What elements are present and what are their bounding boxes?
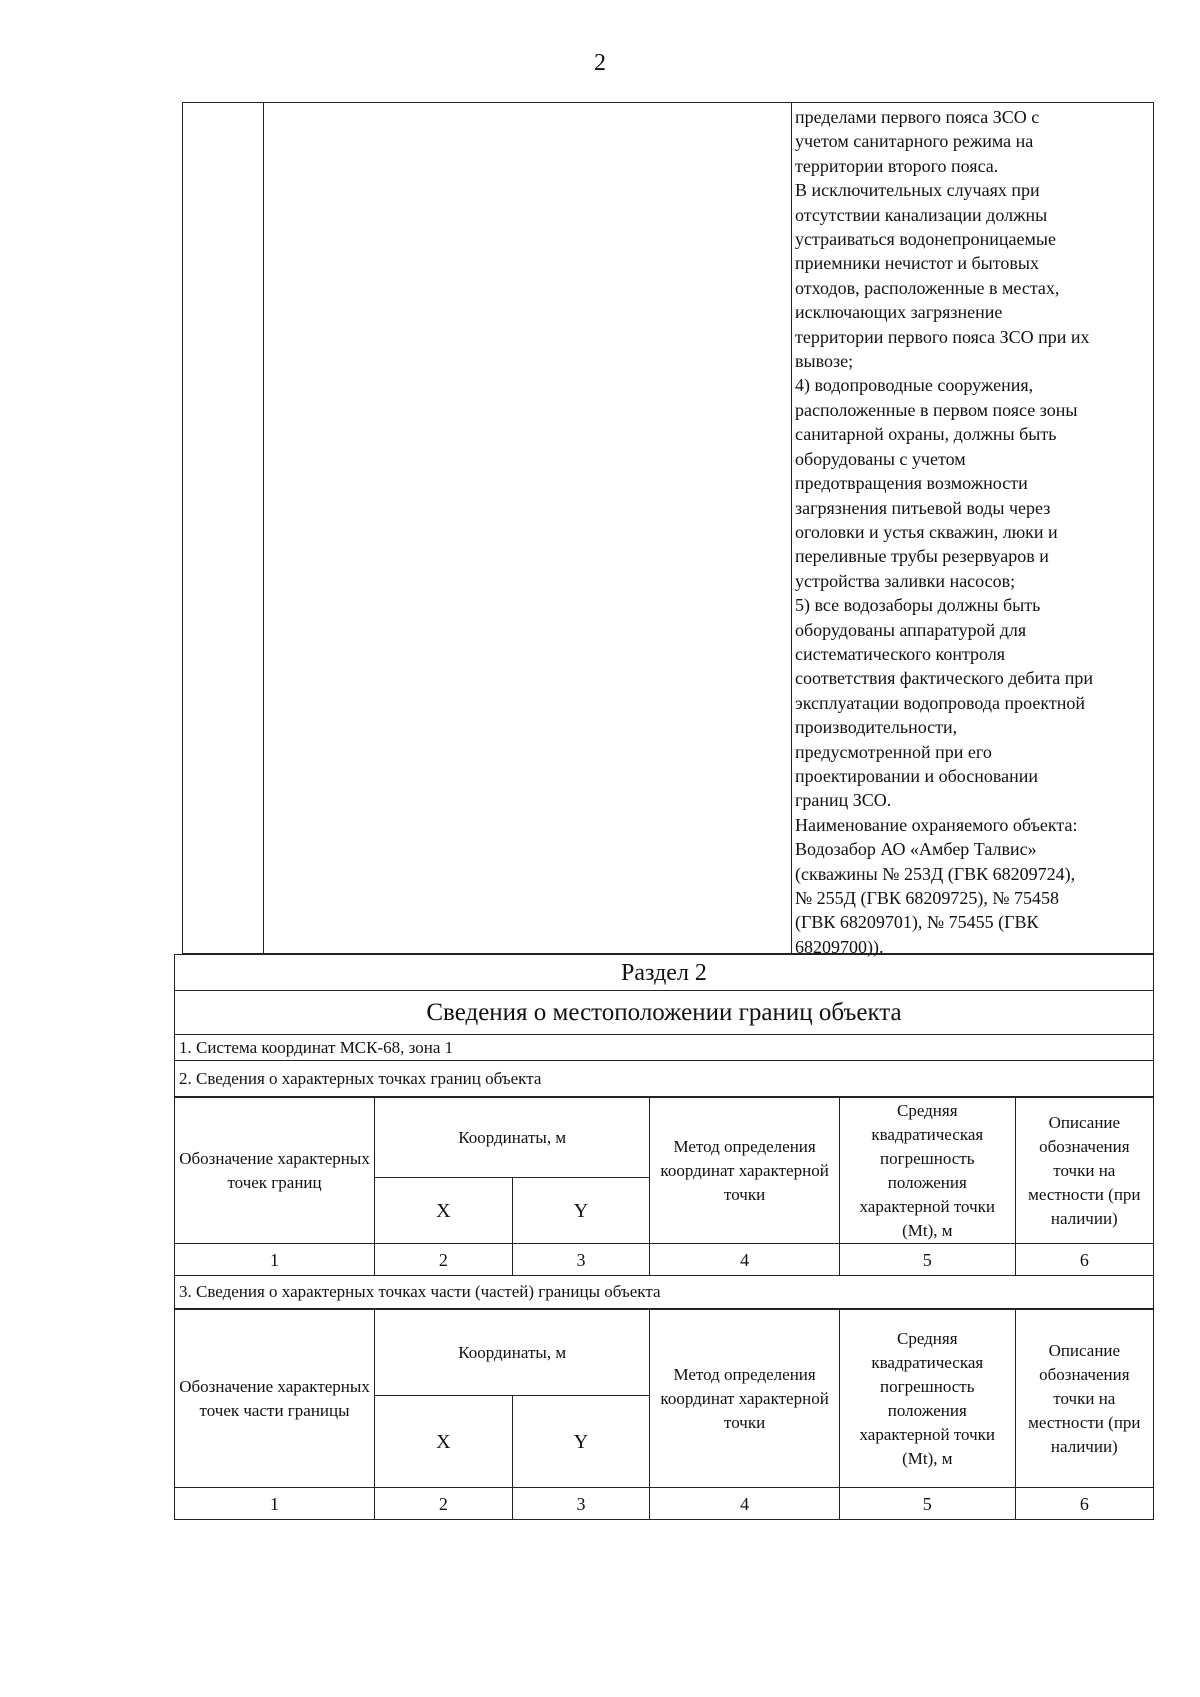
text-line: устраиваться водонепроницаемые: [795, 229, 1056, 250]
text-line: учетом санитарного режима на: [795, 131, 1034, 152]
coordinate-system-row: 1. Система координат МСК-68, зона 1: [175, 1035, 1153, 1061]
text-line: оборудованы аппаратурой для: [795, 619, 1027, 640]
column-number: 6: [1015, 1244, 1153, 1276]
text-line: В исключительных случаях при: [795, 180, 1040, 201]
text-line: 68209700)).: [795, 936, 884, 957]
error-header: Средняя квадратическая погрешность положения характерной точки (Mt), м: [839, 1310, 1015, 1488]
text-line: устройства заливки насосов;: [795, 570, 1016, 591]
column-number: 2: [375, 1488, 513, 1520]
text-line: территории второго пояса.: [795, 155, 999, 176]
part-points-table: [175, 1309, 1153, 1520]
text-line: 4) водопроводные сооружения,: [795, 375, 1034, 396]
column-number: 1: [175, 1488, 375, 1520]
description-header: Описание обозначения точки на местности (при наличии): [1015, 1098, 1153, 1244]
column-number: 4: [650, 1244, 840, 1276]
text-line: предотвращения возможности: [795, 473, 1028, 494]
text-line: предусмотренной при его: [795, 741, 992, 762]
text-line: Водозабор АО «Амбер Талвис»: [795, 839, 1037, 860]
y-header: Y: [512, 1178, 650, 1244]
x-header: X: [375, 1396, 513, 1488]
continuation-table: [182, 102, 1154, 957]
text-line: приемники нечистот и бытовых: [795, 253, 1040, 274]
text-line: (скважины № 253Д (ГВК 68209724),: [795, 863, 1076, 884]
column-number: 5: [839, 1244, 1015, 1276]
text-line: пределами первого пояса ЗСО с: [795, 107, 1040, 127]
column-number: 6: [1015, 1488, 1153, 1520]
method-header: Метод определения координат характерной точки: [650, 1310, 840, 1488]
column-number: 3: [512, 1488, 650, 1520]
text-line: 5) все водозаборы должны быть: [795, 595, 1041, 616]
section-2: [174, 954, 1154, 1520]
text-line: № 255Д (ГВК 68209725), № 75458: [795, 888, 1060, 908]
text-line: расположенные в первом поясе зоны: [795, 399, 1078, 420]
column-number: 4: [650, 1488, 840, 1520]
text-line: отходов, расположенные в местах,: [795, 277, 1060, 298]
text-line: оборудованы с учетом: [795, 448, 966, 469]
coordinates-header: Координаты, м: [375, 1098, 650, 1178]
text-line: вывозе;: [795, 351, 854, 372]
text-line: отсутствии канализации должны: [795, 204, 1048, 225]
page-number: 2: [594, 50, 606, 76]
boundary-points-title: 2. Сведения о характерных точках границ объекта: [175, 1061, 1153, 1097]
designation-header: Обозначение характерных точек границ: [175, 1098, 375, 1244]
part-points-title: 3. Сведения о характерных точках части (частей) границы объекта: [175, 1275, 1153, 1309]
text-line: исключающих загрязнение: [795, 302, 1003, 323]
text-line: эксплуатации водопровода проектной: [795, 692, 1086, 713]
text-line: проектировании и обосновании: [795, 765, 1039, 786]
text-line: границ ЗСО.: [795, 790, 892, 811]
section-heading: Сведения о местоположении границ объекта: [175, 991, 1153, 1035]
text-line: оголовки и устья скважин, люки и: [795, 521, 1058, 542]
text-line: систематического контроля: [795, 643, 1006, 664]
restrictions-text-cell: [795, 105, 1155, 959]
text-line: загрязнения питьевой воды через: [795, 497, 1051, 518]
description-header: Описание обозначения точки на местности (при наличии): [1015, 1310, 1153, 1488]
text-line: соответствия фактического дебита при: [795, 668, 1094, 689]
y-header: Y: [512, 1396, 650, 1488]
x-header: X: [375, 1178, 513, 1244]
column-divider: [263, 103, 264, 953]
column-number: 5: [839, 1488, 1015, 1520]
column-divider: [791, 103, 792, 953]
designation-part-header: Обозначение характерных точек части границы: [175, 1310, 375, 1488]
column-number: 2: [375, 1244, 513, 1276]
column-number: 1: [175, 1244, 375, 1276]
text-line: производительности,: [795, 717, 958, 738]
text-line: переливные трубы резервуаров и: [795, 546, 1049, 567]
coordinates-header: Координаты, м: [375, 1310, 650, 1396]
column-number: 3: [512, 1244, 650, 1276]
boundary-points-table: [175, 1097, 1153, 1276]
error-header: Средняя квадратическая погрешность положения характерной точки (Mt), м: [839, 1098, 1015, 1244]
method-header: Метод определения координат характерной точки: [650, 1098, 840, 1244]
text-line: (ГВК 68209701), № 75455 (ГВК: [795, 912, 1039, 933]
section-title: Раздел 2: [175, 955, 1153, 991]
text-line: Наименование охраняемого объекта:: [795, 814, 1078, 835]
text-line: санитарной охраны, должны быть: [795, 424, 1057, 445]
text-line: территории первого пояса ЗСО при их: [795, 326, 1090, 347]
